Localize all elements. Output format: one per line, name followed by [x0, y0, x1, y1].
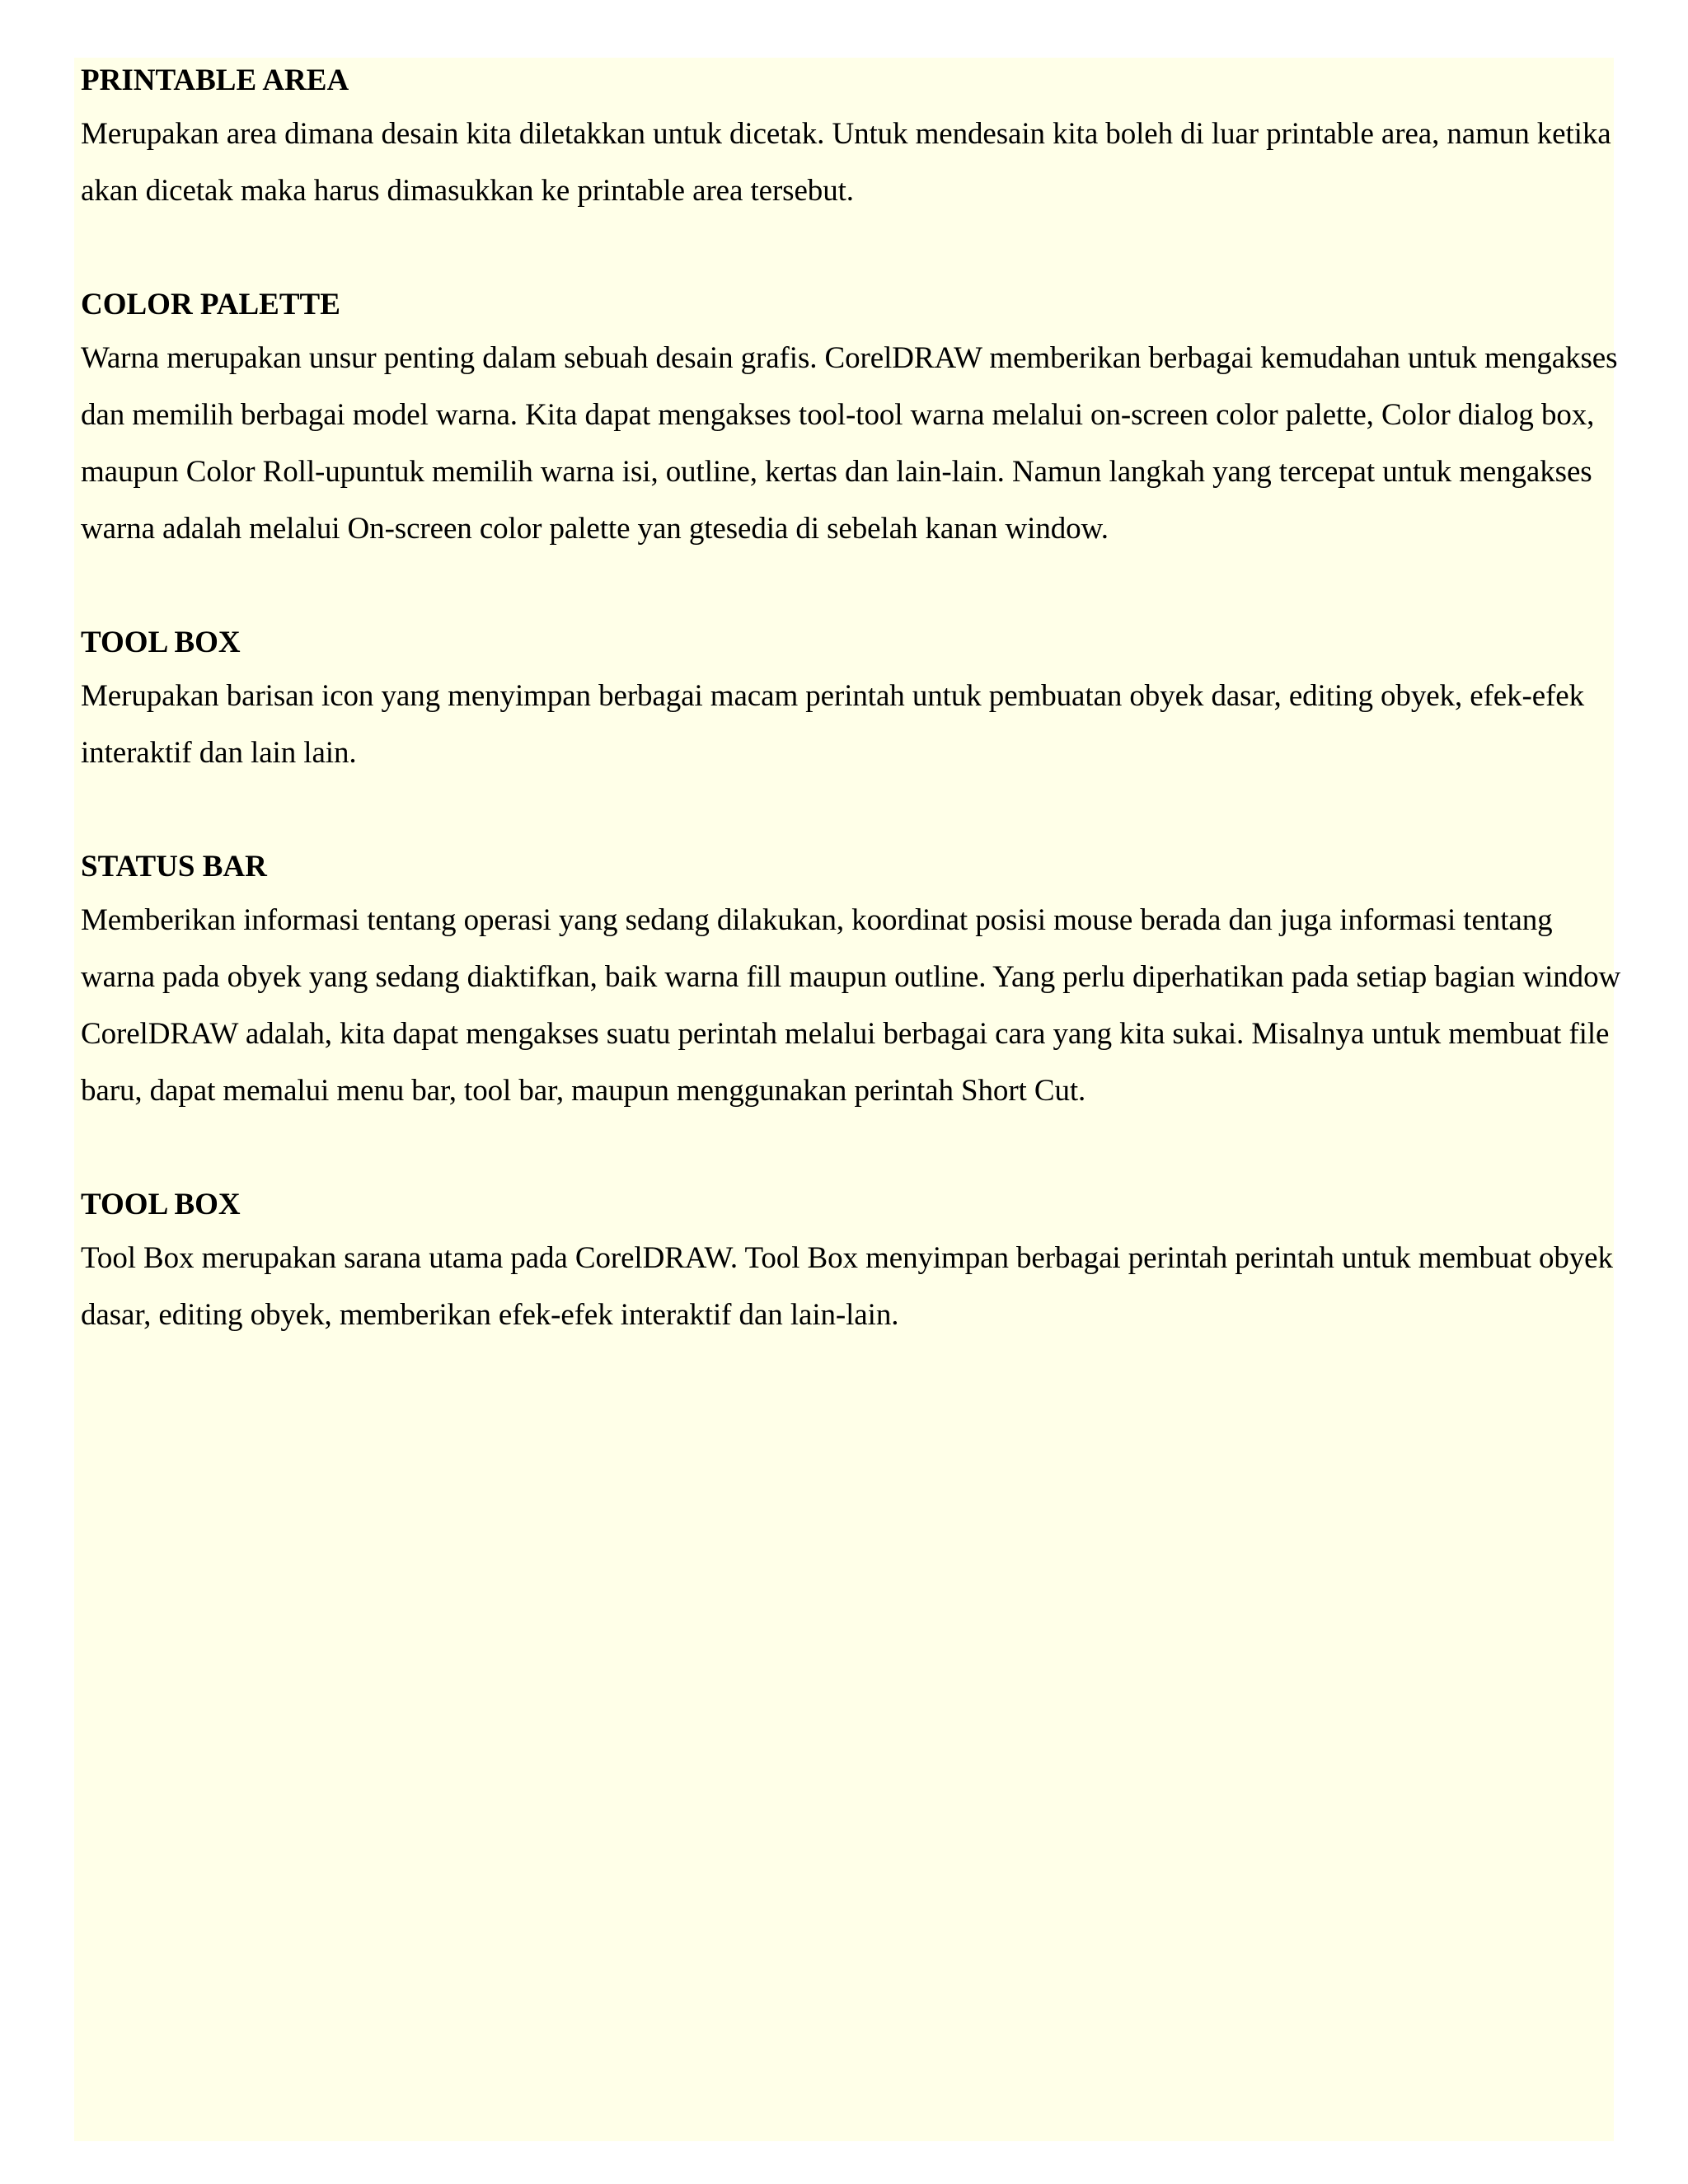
document-content [81, 58, 1630, 1409]
section-status-bar [81, 847, 1630, 1119]
section-heading: PRINTABLE AREA [81, 63, 349, 97]
section-heading: TOOL BOX [81, 1188, 241, 1221]
section-heading: STATUS BAR [81, 850, 267, 883]
section-body: Memberikan informasi tentang operasi yang sedang dilakukan, koordinat posisi mouse berada dan juga informasi tentang warna pada obyek yang sedang diaktifkan, baik warna fill maupun outline. Yang perlu diperhatikan pada setiap bagian window CorelDRAW adalah, kita dapat mengakses suatu perintah melalui berbagai cara yang kita sukai. Misalnya untuk membuat file baru, dapat memalui menu bar, tool bar, maupun menggunakan perintah Short Cut. [81, 903, 1621, 1108]
section-body: Tool Box merupakan sarana utama pada CorelDRAW. Tool Box menyimpan berbagai perintah perintah untuk membuat obyek dasar, editing obyek, memberikan efek-efek interaktif dan lain-lain. [81, 1241, 1613, 1332]
section-body: Warna merupakan unsur penting dalam sebuah desain grafis. CorelDRAW memberikan berbagai kemudahan untuk mengakses dan memilih berbagai model warna. Kita dapat mengakses tool-tool warna melalui on-screen color palette, Color dialog box, maupun Color Roll-upuntuk memilih warna isi, outline, kertas dan lain-lain. Namun langkah yang tercepat untuk mengakses warna adalah melalui On-screen color palette yan gtesedia di sebelah kanan window. [81, 341, 1618, 546]
section-tool-box [81, 623, 1630, 781]
section-body: Merupakan area dimana desain kita diletakkan untuk dicetak. Untuk mendesain kita boleh di luar printable area, namun ketika akan dicetak maka harus dimasukkan ke printable area tersebut. [81, 117, 1611, 208]
section-heading: COLOR PALETTE [81, 288, 340, 321]
section-printable-area [81, 61, 1630, 219]
section-tool-box-2 [81, 1185, 1630, 1343]
section-color-palette [81, 285, 1630, 557]
section-body: Merupakan barisan icon yang menyimpan berbagai macam perintah untuk pembuatan obyek dasar, editing obyek, efek-efek interaktif dan lain lain. [81, 679, 1585, 770]
section-heading: TOOL BOX [81, 626, 241, 659]
